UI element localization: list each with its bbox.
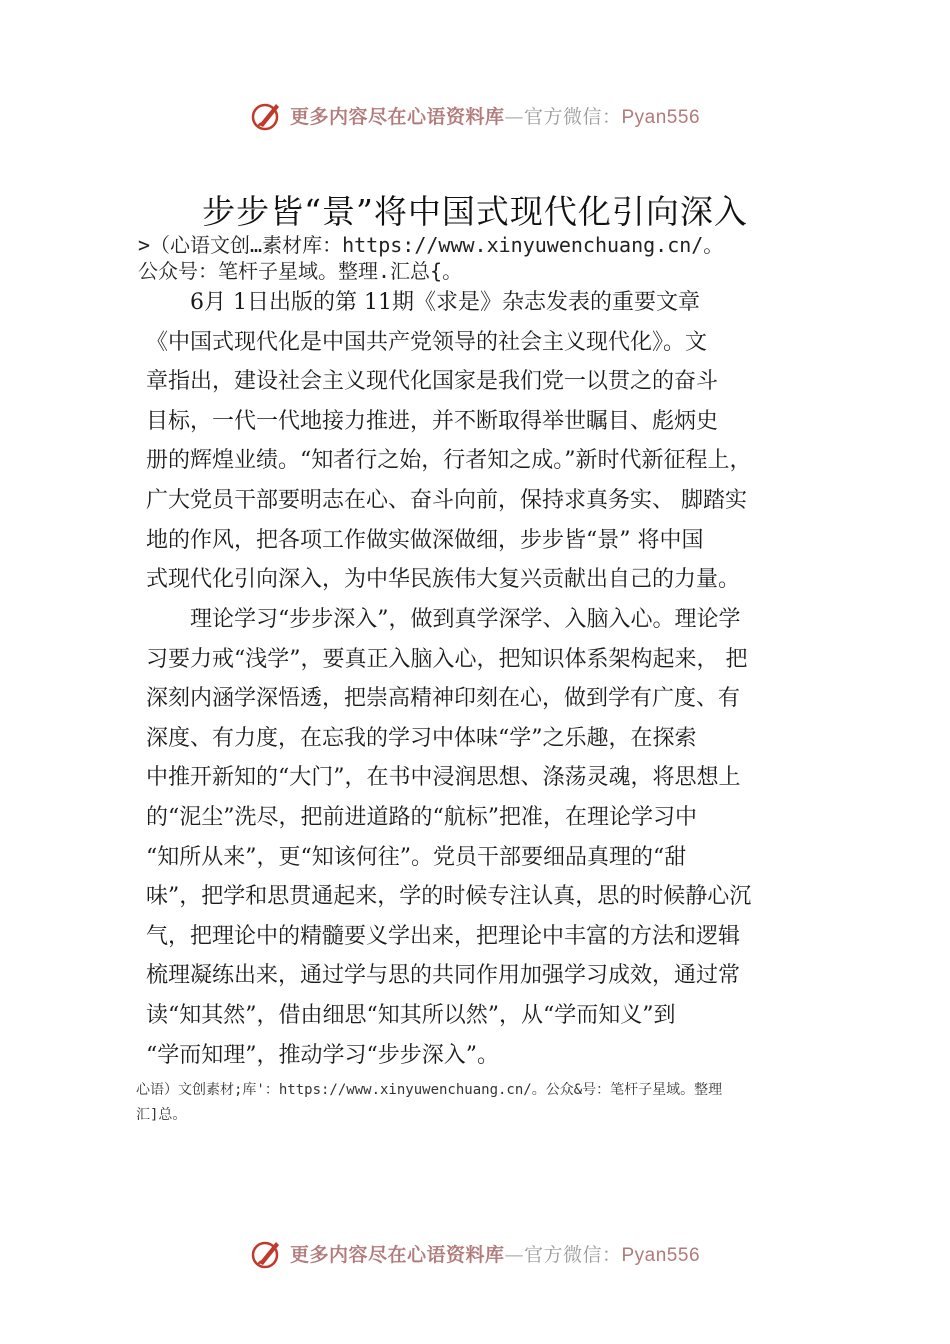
- text-line: 深度、有力度，在忘我的学习中体味“学”之乐趣，在探索: [146, 725, 697, 751]
- text-line: 习要力戒“浅学”，要真正入脑入心，把知识体系架构起来， 把: [146, 646, 748, 672]
- text-line: 读“知其然”，借由细思“知其所以然”，从“学而知义”到: [146, 1002, 676, 1028]
- header-watermark-banner: [0, 95, 950, 135]
- text-line: 《中国式现代化是中国共产党领导的社会主义现代化》。文: [146, 329, 708, 355]
- paragraph-2: [146, 600, 826, 1075]
- text-line: 的“泥尘”洗尽，把前进道路的“航标”把准，在理论学习中: [146, 804, 697, 830]
- banner-text: 更多内容尽在心语资料库—官方微信：Pyan556: [289, 1243, 701, 1266]
- text-line: 地的作风，把各项工作做实做深做细，步步皆“景” 将中国: [146, 527, 704, 553]
- text-line: 中推开新知的“大门”，在书中浸润思想、涤荡灵魂，将思想上: [146, 765, 741, 791]
- text-line: 梳理凝练出来，通过学与思的共同作用加强学习成效，通过常: [146, 963, 741, 989]
- text-line: “学而知理”，推动学习“步步深入”。: [146, 1042, 499, 1068]
- source-note-line-1: 心语）文创素材;库'：https://www.xinyuwenchuang.cn/。公众&号：笔杆子星域。整理: [136, 1082, 723, 1098]
- text-line: 章指出，建设社会主义现代化国家是我们党一以贯之的奋斗: [146, 369, 719, 395]
- text-line: 册的辉煌业绩。“知者行之始，行者知之成。”新时代新征程上，: [146, 448, 752, 474]
- text-line: 气，把理论中的精髓要义学出来，把理论中丰富的方法和逻辑: [146, 923, 741, 949]
- text-line: 深刻内涵学深悟透，把崇高精神印刻在心，做到学有广度、有: [146, 686, 741, 712]
- source-line-2: 公众号：笔杆子星域。整理.汇总{。: [138, 259, 463, 283]
- text-line: “知所从来”，更“知该何往”。党员干部要细品真理的“甜: [146, 844, 687, 870]
- footer-watermark-banner: [0, 1233, 950, 1273]
- text-line: 理论学习“步步深入”，做到真学深学、入脑入心。理论学: [146, 607, 741, 632]
- text-line: 广大党员干部要明志在心、奋斗向前，保持求真务实、 脚踏实: [146, 487, 747, 513]
- text-line: 目标，一代一代地接力推进，并不断取得举世瞩目、彪炳史: [146, 408, 719, 434]
- quill-logo-icon: [250, 1236, 284, 1270]
- document-title: 步步皆“景”将中国式现代化引向深入: [202, 192, 748, 231]
- text-line: 6月 1日出版的第 11期《求是》杂志发表的重要文章: [146, 290, 700, 315]
- text-line: 味”，把学和思贯通起来，学的时候专注认真，思的时候静心沉: [146, 884, 752, 910]
- paragraph-1: [146, 283, 826, 600]
- source-line-1: >（心语文创…素材库：https://www.xinyuwenchuang.cn/。: [138, 233, 724, 257]
- banner-text: 更多内容尽在心语资料库—官方微信：Pyan556: [289, 105, 701, 128]
- text-line: 式现代化引向深入，为中华民族伟大复兴贡献出自己的力量。: [146, 567, 741, 593]
- quill-logo-icon: [250, 98, 284, 132]
- source-note-line-2: 汇]总。: [136, 1107, 187, 1123]
